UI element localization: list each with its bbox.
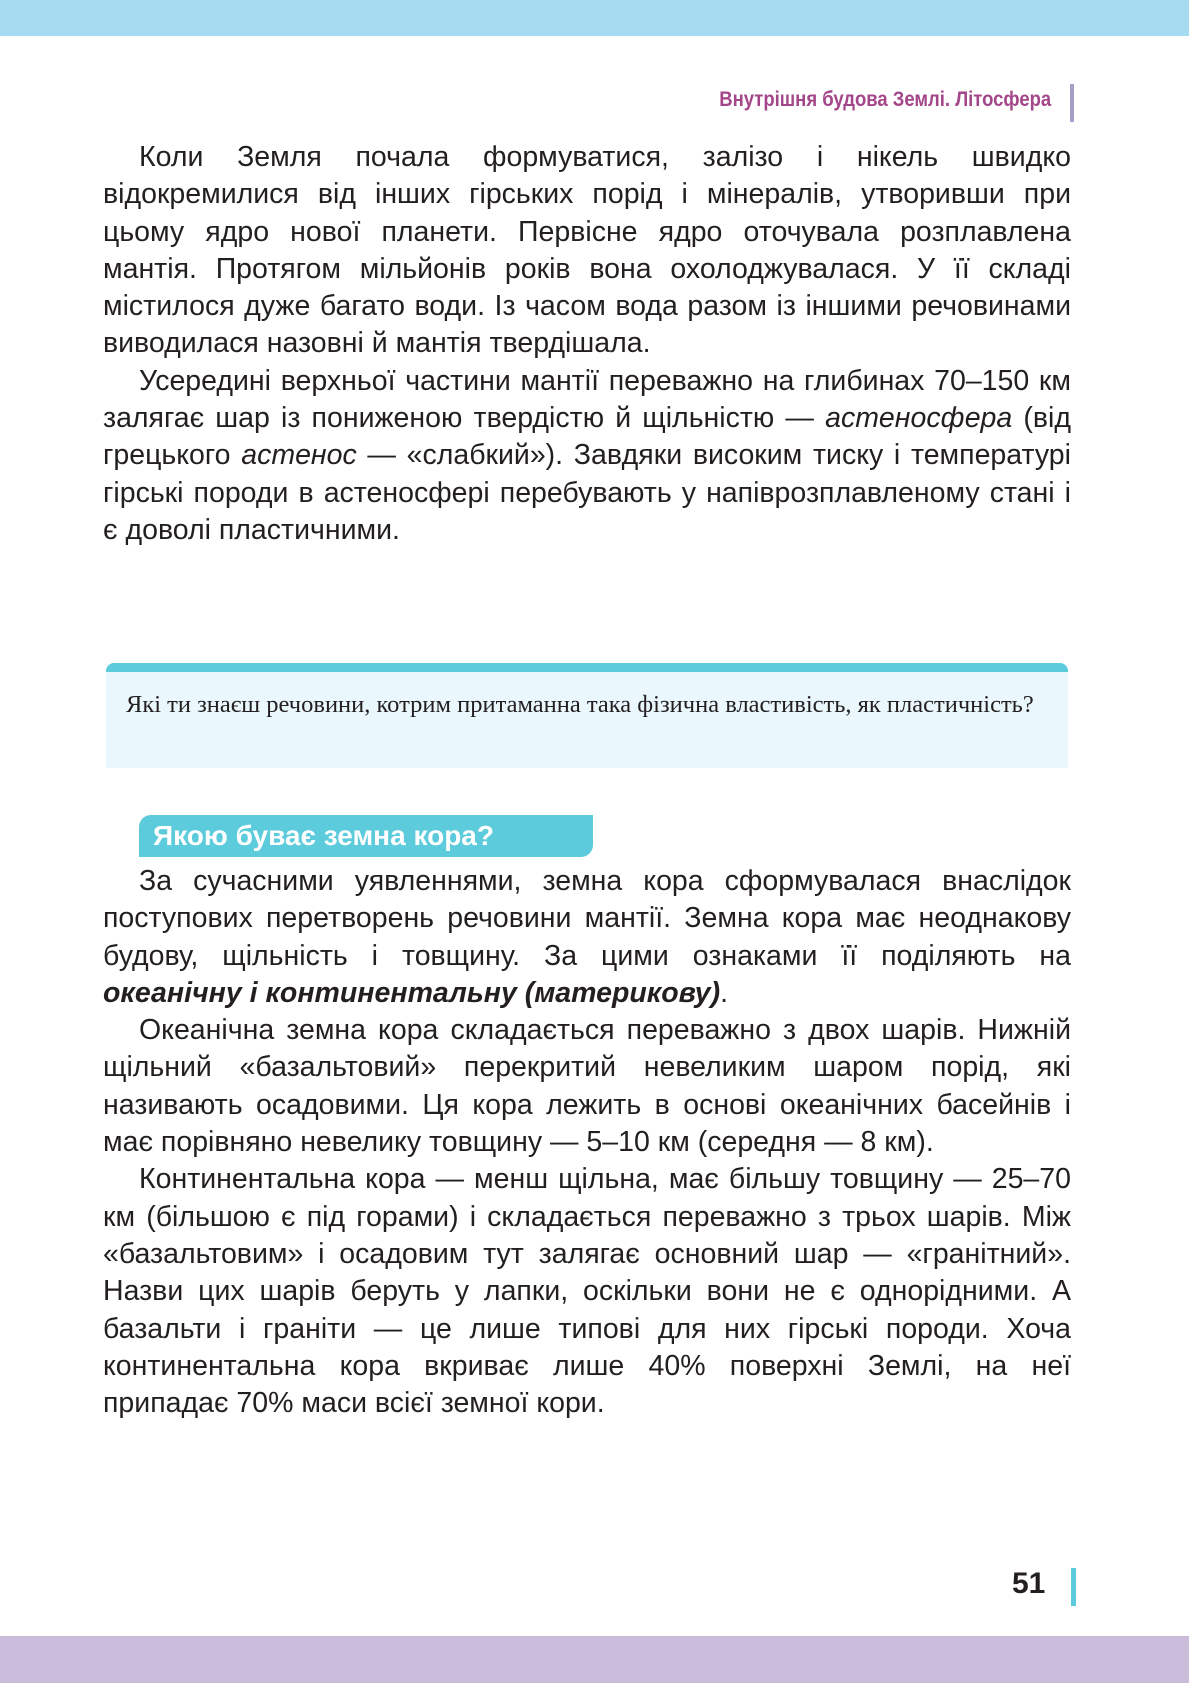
text-run: — «слабкий»). Завдяки високим тиску і температурі гірські породи в астеносфері перебувають у напіврозплавленому стані і є доволі пластичними. <box>103 439 1071 546</box>
key-term: океанічну і континентальну (материкову) <box>103 976 721 1009</box>
paragraph <box>103 363 1071 549</box>
paragraph: Континентальна кора — менш щільна, має більшу товщину — 25–70 км (більшою є під горами) і складається переважно з трьох шарів. Між «базальтовим» і осадовим тут залягає основний шар — «гранітний». Назви цих шарів беруть у лапки, оскільки вони не є однорідними. А базальти і граніти — це лише типові для них гірські породи. Хоча континентальна кора вкриває лише 40% поверхні Землі, на неї припадає 70% маси всієї земної кори. <box>103 1163 1071 1420</box>
term-asthenosphere: астеносфера <box>825 402 1013 435</box>
question-text: Які ти знаєш речовини, котрим притаманна така фізична властивість, як пластичність? <box>126 691 1034 718</box>
running-header: Внутрішня будова Землі. Літосфера <box>719 88 1051 111</box>
footer-divider <box>1071 1568 1076 1606</box>
text-run: За сучасними уявленнями, земна кора сформувалася внаслідок поступових перетворень речовини мантії. Земна кора має неоднакову будову, щільність і товщину. За цими ознаками її поділяють на <box>103 865 1071 972</box>
paragraph <box>103 863 1071 1012</box>
section-heading: Якою буває земна кора? <box>139 815 593 857</box>
section-text <box>103 863 1071 1422</box>
intro-text <box>103 139 1071 549</box>
text-run: . <box>720 976 729 1009</box>
bottom-color-band <box>0 1636 1189 1683</box>
top-color-band <box>0 0 1189 36</box>
header-divider <box>1070 84 1074 122</box>
paragraph: Океанічна земна кора складається переважно з двох шарів. Нижній щільний «базальтовий» перекритий невеликим шаром порід, які називають осадовими. Ця кора лежить в основі океанічних басейнів і має порівняно невелику товщину — 5–10 км (середня — 8 км). <box>103 1014 1071 1159</box>
text-run: (від грецького <box>103 402 1072 472</box>
text-run: Усередині верхньої частини мантії переважно на глибинах 70–150 км залягає шар із пониженою твердістю й щільністю — <box>103 364 1071 435</box>
question-box <box>106 663 1068 768</box>
term-astenos: астенос <box>241 439 357 472</box>
paragraph: Коли Земля почала формуватися, залізо і нікель швидко відокремилися від інших гірських порід і мінералів, утворивши при цьому ядро нової планети. Первісне ядро оточувала розплавлена мантія. Протягом мільйонів років вона охолоджувалася. У її складі містилося дуже багато води. Із часом вода разом із іншими речовинами виводилася назовні й мантія твердішала. <box>103 141 1071 360</box>
page-number: 51 <box>1012 1567 1046 1600</box>
